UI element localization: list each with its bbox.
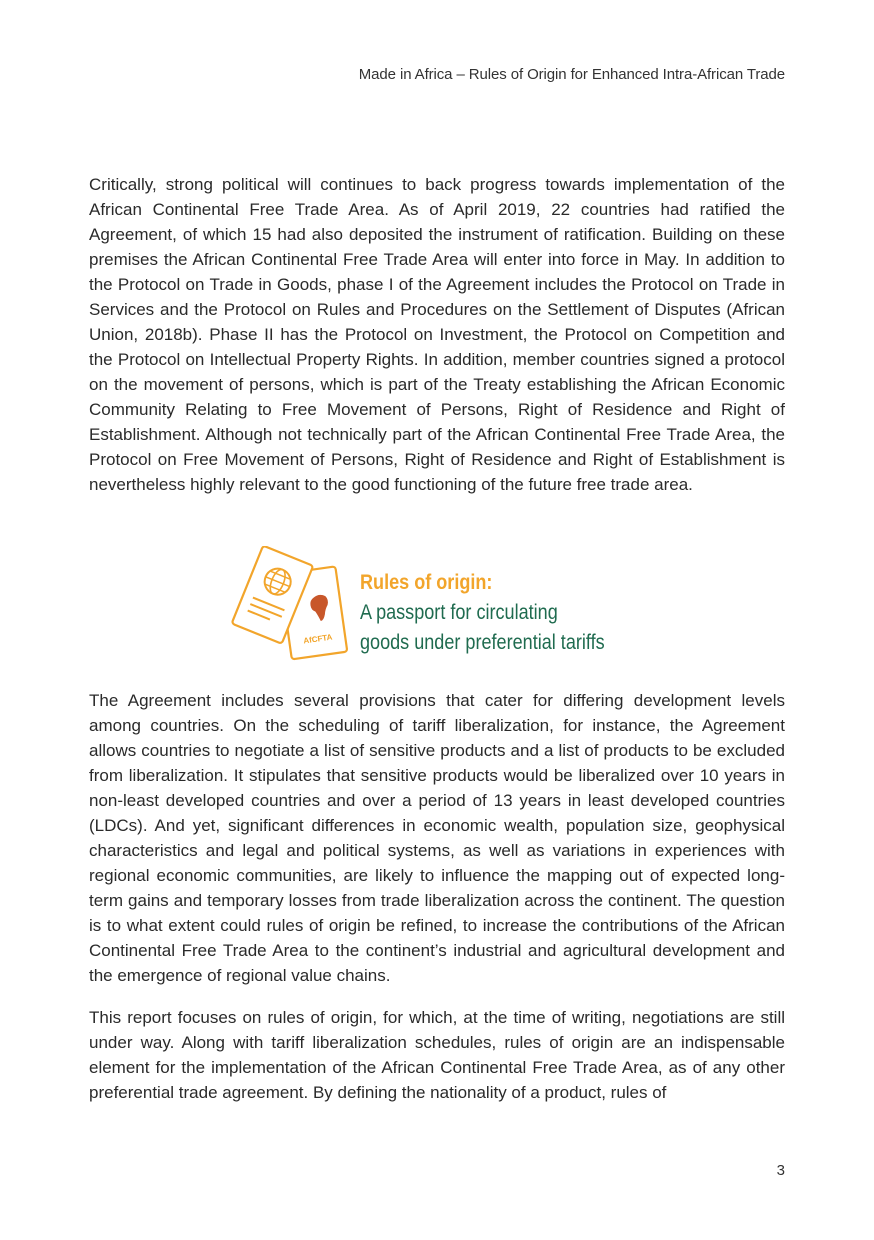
callout-subtitle-line-1: A passport for circulating <box>360 601 558 624</box>
callout-subtitle-line-2: goods under preferential tariffs <box>360 631 605 654</box>
passport-label: AfCFTA <box>302 632 333 646</box>
rules-of-origin-callout <box>228 546 648 668</box>
body-paragraph-2: The Agreement includes several provisions that cater for differing development levels among countries. On the scheduling of tariff liberalization, for instance, the Agreement allows countries to negotiate a list of sensitive products and a list of products to be excluded from liberalization. It stipulates that sensitive products would be liberalized over 10 years in non-least developed countries and over a period of 13 years in least developed countries (LDCs). And yet, significant differences in economic wealth, population size, geophysical characteristics and legal and political systems, as well as variations in experiences with regional economic communities, are likely to influence the mapping out of expected long-term gains and temporary losses from trade liberalization across the continent. The question is to what extent could rules of origin be refined, to increase the contributions of the African Continental Free Trade Area to the continent’s industrial and agricultural development and the emergence of regional value chains. <box>89 691 785 985</box>
page-number: 3 <box>776 1162 785 1179</box>
callout-title: Rules of origin: <box>360 571 493 594</box>
running-header: Made in Africa – Rules of Origin for Enhanced Intra-African Trade <box>358 66 785 83</box>
body-paragraph-1: Critically, strong political will continues to back progress towards implementation of the African Continental Free Trade Area. As of April 2019, 22 countries had ratified the Agreement, of which 15 had also deposited the instrument of ratification. Building on these premises the African Continental Free Trade Area will enter into force in May. In addition to the Protocol on Trade in Goods, phase I of the Agreement includes the Protocol on Trade in Services and the Protocol on Rules and Procedures on the Settlement of Disputes (African Union, 2018b). Phase II has the Protocol on Investment, the Protocol on Competition and the Protocol on Intellectual Property Rights. In addition, member countries signed a protocol on the movement of persons, which is part of the Treaty establishing the African Economic Community Relating to Free Movement of Persons, Right of Residence and Right of Establishment. Although not technically part of the African Continental Free Trade Area, the Protocol on Free Movement of Persons, Right of Residence and Right of Establishment is nevertheless highly relevant to the good functioning of the future free trade area. <box>89 175 785 494</box>
body-paragraph-3: This report focuses on rules of origin, for which, at the time of writing, negotiations are still under way. Along with tariff liberalization schedules, rules of origin are an indispensable element for the implementation of the African Continental Free Trade Area, as of any other preferential trade agreement. By defining the nationality of a product, rules of <box>89 1008 785 1102</box>
passport-icon <box>228 546 352 668</box>
